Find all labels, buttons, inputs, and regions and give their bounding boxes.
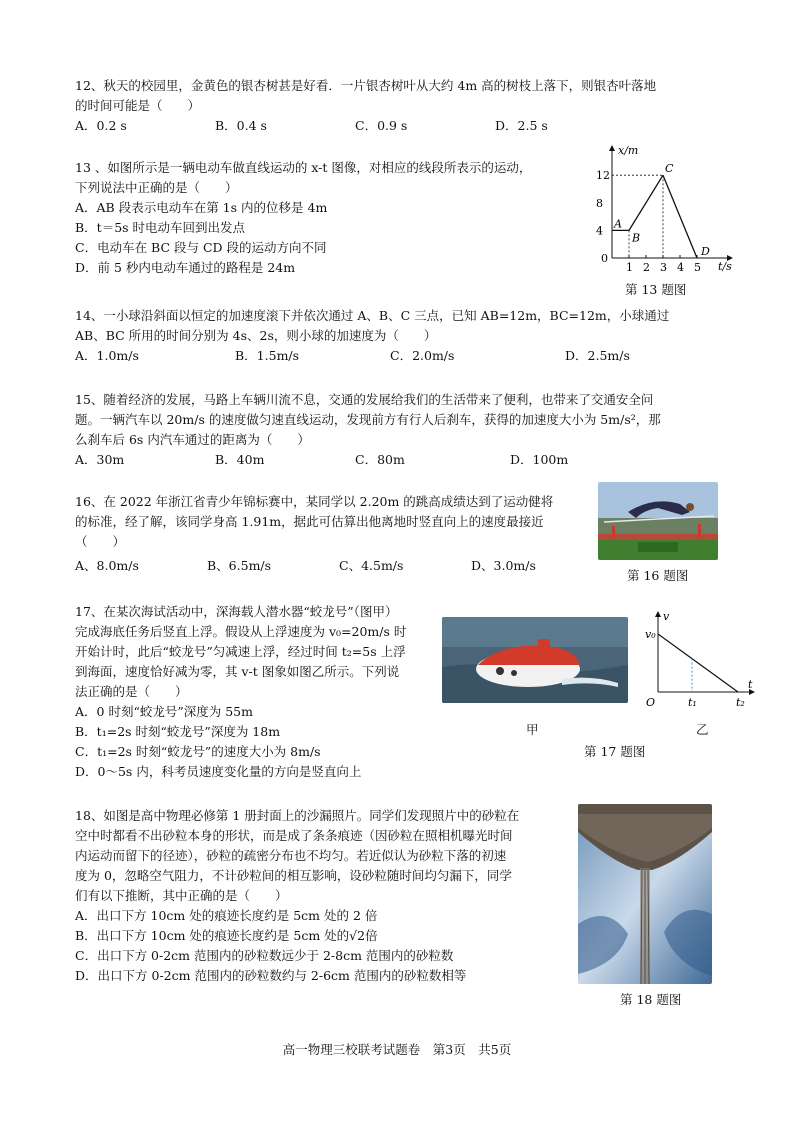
q17-stem-line1: 17、在某次海试活动中，深海载人潜水器“蛟龙号”（图甲） [75, 604, 398, 619]
q16-option-b[interactable]: B、6.5m/s [207, 558, 272, 573]
q16-stem-line1: 16、在 2022 年浙江省青少年锦标赛中，某同学以 2.20m 的跳高成绩达到了运动健将 [75, 494, 554, 509]
q14-option-d[interactable]: D．2.5m/s [565, 348, 630, 363]
q14-stem-line1: 14、一小球沿斜面以恒定的加速度滚下并依次通过 A、B、C 三点，已知 AB=12m，BC=12m，小球通过 [75, 308, 670, 323]
q13-option-d[interactable]: D．前 5 秒内电动车通过的路程是 24m [75, 260, 296, 275]
page-footer: 高一物理三校联考试题卷 第3页 共5页 [282, 1042, 512, 1057]
x-tick-label: 3 [660, 261, 667, 274]
q14-option-a[interactable]: A．1.0m/s [75, 348, 139, 363]
q15-stem-line2: 题。一辆汽车以 20m/s 的速度做匀速直线运动，发现前方有行人后刹车，获得的加速度大小为 5m/s²，那 [75, 412, 661, 427]
question-13 [75, 158, 595, 278]
q15-stem-line1: 15、随着经济的发展，马路上车辆川流不息，交通的发展给我们的生活带来了便利，也带来了交通安全问 [75, 392, 654, 407]
question-15 [75, 390, 725, 470]
q12-option-a[interactable]: A．0.2 s [75, 118, 127, 133]
q18-option-b[interactable]: B．出口下方 10cm 处的痕迹长度约是 5cm 处的√2倍 [75, 928, 378, 943]
x-axis-label: t/s [718, 260, 732, 273]
x-tick-label: 5 [694, 261, 701, 274]
question-16 [75, 492, 595, 576]
point-label-a: A [614, 217, 622, 231]
q12-option-c[interactable]: C．0.9 s [355, 118, 408, 133]
q18-option-c[interactable]: C．出口下方 0-2cm 范围内的砂粒数远少于 2-8cm 范围内的砂粒数 [75, 948, 454, 963]
q14-stem-line2: AB、BC 所用的时间分别为 4s、2s，则小球的加速度为（ ） [75, 328, 437, 343]
q17-stem-line4: 到海面，速度恰好减为零，其 v-t 图象如图乙所示。下列说 [75, 664, 400, 679]
origin-label: O [646, 696, 656, 709]
y-tick-label: 8 [596, 196, 603, 210]
q12-options [75, 116, 725, 136]
q17-stem-line3: 开始计时，此后“蛟龙号”匀减速上浮，经过时间 t₂=5s 上浮 [75, 644, 406, 659]
q18-stem-line2: 空中时都看不出砂粒本身的形状，而是成了条条痕迹（因砂粒在照相机曝光时间 [75, 828, 513, 843]
q17-caption: 第 17 题图 [584, 744, 646, 759]
q12-option-b[interactable]: B．0.4 s [215, 118, 267, 133]
q12-stem-line2: 的时间可能是（ ） [75, 98, 201, 113]
segment-BC [629, 175, 663, 230]
v-axis-label: v [663, 610, 670, 623]
q18-stem-line1: 18、如图是高中物理必修第 1 册封面上的沙漏照片。同学们发现照片中的砂粒在 [75, 808, 520, 823]
y-tick-label: 12 [596, 169, 610, 183]
question-18 [75, 806, 575, 986]
q18-option-a[interactable]: A．出口下方 10cm 处的痕迹长度约是 5cm 处的 2 倍 [75, 908, 378, 923]
q16-stem-line3: （ ） [75, 534, 126, 549]
point-label-d: D [701, 245, 710, 258]
q12-stem-line1: 12、秋天的校园里，金黄色的银杏树甚是好看．一片银杏树叶从大约 4m 高的树枝上落下，则银杏叶落地 [75, 78, 657, 93]
q16-option-c[interactable]: C、4.5m/s [339, 558, 404, 573]
q18-stem-line4: 度为 0，忽略空气阻力，不计砂粒间的相互影响，设砂粒随时间均匀漏下，同学 [75, 868, 512, 883]
hourglass-sand-photo [578, 804, 712, 984]
q13-option-c[interactable]: C．电动车在 BC 段与 CD 段的运动方向不同 [75, 240, 327, 255]
q15-option-b[interactable]: B．40m [215, 452, 265, 467]
point-label-b: B [632, 231, 641, 245]
segment-CD [663, 175, 697, 258]
q18-option-d[interactable]: D．出口下方 0-2cm 范围内的砂粒数约与 2-6cm 范围内的砂粒数相等 [75, 968, 467, 983]
q18-stem-line3: 内运动而留下的径迹），砂粒的疏密分布也不均匀。若近似认为砂粒下落的初速 [75, 848, 507, 863]
origin-label: 0 [601, 252, 608, 265]
q13-option-a[interactable]: A．AB 段表示电动车在第 1s 内的位移是 4m [75, 200, 328, 215]
q16-caption: 第 16 题图 [627, 568, 689, 583]
q17-label-yi: 乙 [696, 722, 709, 737]
q13-option-b[interactable]: B．t＝5s 时电动车回到出发点 [75, 220, 246, 235]
y-axis-label: x/m [618, 144, 639, 157]
question-12 [75, 76, 725, 136]
x-tick-label: 2 [643, 261, 650, 274]
q17-option-b[interactable]: B．t₁=2s 时刻“蛟龙号”深度为 18m [75, 724, 281, 739]
q17-label-jia: 甲 [526, 722, 539, 737]
q15-option-a[interactable]: A．30m [75, 452, 125, 467]
q18-caption: 第 18 题图 [620, 992, 682, 1007]
v0-label: v₀ [645, 628, 656, 641]
q18-stem-line5: 们有以下推断，其中正确的是（ ） [75, 888, 288, 903]
point-label-c: C [665, 162, 674, 176]
q16-stem-line2: 的标准，经了解，该同学身高 1.91m，据此可估算出他离地时竖直向上的速度最接近 [75, 514, 544, 529]
q15-option-c[interactable]: C．80m [355, 452, 405, 467]
question-17 [75, 602, 455, 782]
x-tick-label: 4 [677, 261, 684, 274]
q13-stem-line1: 13 、如图所示是一辆电动车做直线运动的 x-t 图像，对相应的线段所表示的运动， [75, 160, 532, 175]
q17-option-a[interactable]: A．0 时刻“蛟龙号”深度为 55m [75, 704, 253, 719]
q17-vt-graph [640, 608, 760, 716]
q13-xt-graph [592, 140, 742, 280]
q17-stem-line2: 完成海底任务后竖直上浮。假设从上浮速度为 v₀=20m/s 时 [75, 624, 407, 639]
q16-option-a[interactable]: A、8.0m/s [75, 558, 139, 573]
jiaolong-submersible-photo [442, 617, 628, 703]
q12-option-d[interactable]: D．2.5 s [495, 118, 548, 133]
q15-option-d[interactable]: D．100m [510, 452, 569, 467]
t1-label: t₁ [688, 696, 697, 709]
q14-option-c[interactable]: C．2.0m/s [390, 348, 455, 363]
q17-stem-line5: 法正确的是（ ） [75, 684, 188, 699]
q13-stem-line2: 下列说法中正确的是（ ） [75, 180, 238, 195]
x-tick-label: 1 [626, 261, 633, 274]
t2-label: t₂ [736, 696, 745, 709]
t-axis-label: t [748, 678, 753, 691]
q16-option-d[interactable]: D、3.0m/s [471, 558, 536, 573]
q14-option-b[interactable]: B．1.5m/s [235, 348, 300, 363]
q17-option-c[interactable]: C．t₁=2s 时刻“蛟龙号”的速度大小为 8m/s [75, 744, 321, 759]
high-jump-photo [598, 482, 718, 560]
question-14 [75, 306, 725, 366]
q17-option-d[interactable]: D．0～5s 内，科考员速度变化量的方向是竖直向上 [75, 764, 362, 779]
q13-caption: 第 13 题图 [625, 282, 687, 297]
q15-stem-line3: 么刹车后 6s 内汽车通过的距离为（ ） [75, 432, 310, 447]
y-tick-label: 4 [596, 224, 603, 238]
vt-line [658, 634, 738, 692]
